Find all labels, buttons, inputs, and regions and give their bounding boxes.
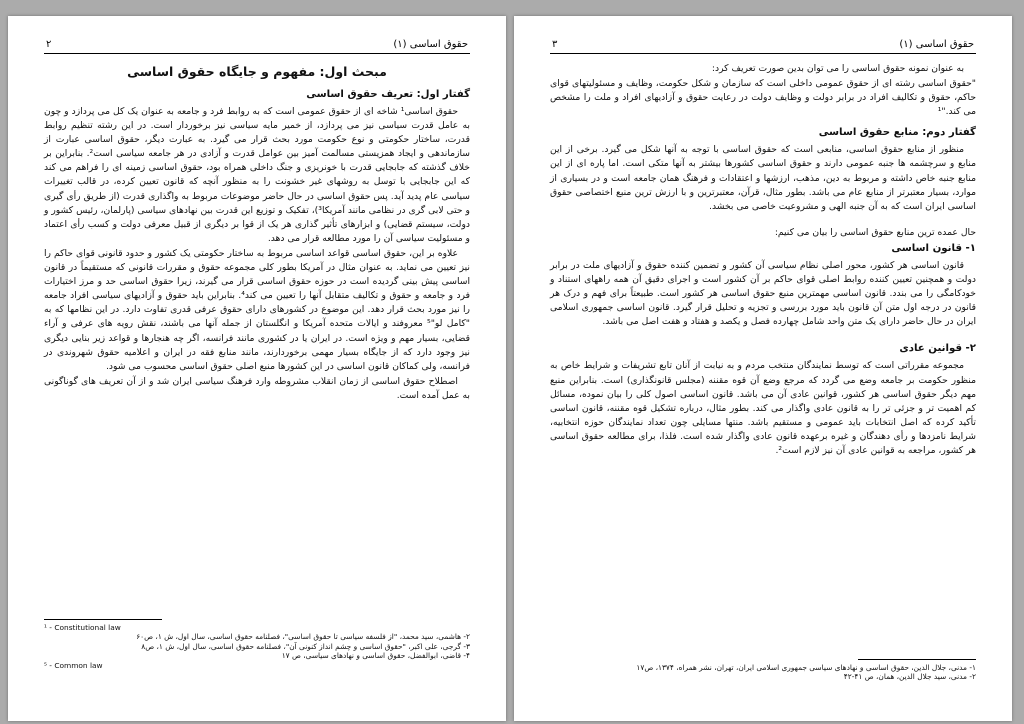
footnote: ¹ - Constitutional law: [44, 623, 121, 632]
footnote: ۲- هاشمی، سید محمد، "از فلسفه سیاسی تا حقوق اساسی"، فصلنامه حقوق اساسی، سال اول، ش ۱، ص۶۰: [136, 632, 470, 642]
running-title: حقوق اساسی (۱): [899, 39, 974, 50]
page-header: [44, 38, 470, 54]
list-intro: حال عمده ترین منابع حقوق اساسی را بیان می کنیم:: [774, 226, 976, 238]
footnotes: [550, 659, 976, 682]
item-title: ۱- قانون اساسی: [891, 242, 976, 254]
document-page-3: [514, 16, 1012, 721]
intro-line: به عنوان نمونه حقوق اساسی را می توان بدین صورت تعریف کرد:: [711, 63, 964, 74]
footnote: ۲- مدنی، سید جلال الدین، همان، ص ۴۱-۴۲: [843, 672, 976, 682]
paragraph: مجموعه مقرراتی است که توسط نمایندگان منتخب مردم و به نیابت از آنان تابع تشریفات و شرایط خاص به منظور حکومت بر جامعه وضع می گردد که مرجع وضع آن قوه مقننه (مجلس قانونگذاری) است. بنابراین منبع مهم دیگر حقوق اساسی هر کشور، قوانین عادی آن می باشد. قانون اساسی اصول کلی را بیان نموده، مسائل کم اهمیت تر و جزئی تر را به قانون عادی واگذار می کند. بطور مثال، درباره تشکیل قوه مقننه، قانون اساسی تأکید کرده که اصل انتخابات باید عمومی و مستقیم باشد. منتها مسایلی چون تعداد نمایندگان حوزه انتخابیه، شرایط نامزدها و رأی دهندگان و غیره برعهده قانون عادی واگذار شده است. فلذا، برای مطالعه حقوق اساسی هر کشور، مراجعه به قوانین عادی آن نیز لازم است².: [550, 360, 976, 456]
page-number: ۲: [46, 39, 52, 50]
paragraph: اصطلاح حقوق اساسی از زمان انقلاب مشروطه وارد فرهنگ سیاسی ایران شد و از آن تعریف های گوناگونی به عمل آمده است.: [44, 375, 470, 401]
paragraph: منظور از منابع حقوق اساسی، منابعی است که حقوق اساسی با توجه به آنها شکل می گیرد. برخی از این منابع و سرچشمه ها جنبه عمومی دارند و حقوق اساسی کشورها بیشتر به آنها متکی است. اما پاره ای از این منابع جنبه خاص داشته و مربوط به دین، مذهب، ارزشها و اعتقادات و فرهنگ همان جامعه است و در بسیاری از موارد، بسیار معتبرتر از منابع عام می باشد. بطور مثال، قرآن، معتبرترین و با ارزش ترین منبع اختصاصی حقوق اساسی ایران است که به آن جنبه الهی و مشروعیت خاصی می بخشد.: [550, 144, 976, 212]
page-body: [44, 62, 470, 404]
footnote: ۴- قاضی، ابوالفضل، حقوق اساسی و نهادهای سیاسی، ص ۱۷: [281, 651, 470, 661]
footnote: ⁵ - Common law: [44, 660, 103, 670]
running-title: حقوق اساسی (۱): [393, 39, 468, 50]
subsection-title: گفتار دوم: منابع حقوق اساسی: [818, 127, 976, 139]
footnote-divider: [858, 659, 976, 660]
page-body: [550, 62, 976, 459]
footnote: ۱- مدنی، جلال الدین، حقوق اساسی و نهادهای سیاسی جمهوری اسلامی ایران، تهران، نشر همراه، ۱۳۷۴، ص۱۷: [636, 663, 976, 672]
definition-quote: "حقوق اساسی رشته ای از حقوق عمومی داخلی است که سازمان و شکل حکومت، وظایف و مسئولیتهای قوای حاکم، حقوق و تکالیف افراد در برابر دولت و وظایف دولت در رعایت حقوق و آزادیهای افراد و ملت را مشخص می کند."¹: [550, 78, 976, 118]
page-number: ۳: [552, 39, 558, 50]
footnote: ۳- گرجی، علی اکبر، "حقوق اساسی و چشم انداز کنونی آن"، فصلنامه حقوق اساسی، سال اول، ش ۱، ص۸: [141, 641, 470, 651]
section-title: مبحث اول: مفهوم و جایگاه حقوق اساسی: [127, 64, 387, 79]
item-title: ۲- قوانین عادی: [899, 343, 976, 355]
footnote-divider: [44, 619, 162, 620]
paragraph: علاوه بر این، حقوق اساسی قواعد اساسی مربوط به ساختار حکومتی یک کشور و حدود قانونی قوای حاکم را نیز تعیین می نماید. به عنوان مثال در آمریکا بطور کلی مجموعه حقوق و مقررات قانونی که مستقیماً در قانون اساسی پیش بینی گردیده است در حوزه حقوق اساسی قرار می گیرند، زیرا حقوق اساسی حد و مرز اختیارات فرد و جامعه و حقوق و تکالیف متقابل آنها را تعیین می کند⁴. بنابراین باید حقوق و آزادیهای سیاسی افراد جامعه را نیز مورد بحث قرار دهد. این موضوع در کشورهای دارای حقوق عرفی قدری تفاوت دارد. در این نظامها که به "کامل لو"⁵ معروفند و ایالات متحده آمریکا و انگلستان از جمله آنها می باشند، نقش رویه های عرفی و آراء قضایی، بسیار مهم و ویژه است. در ایران یا در کشوری مانند فرانسه، اگر چه هنجارها و قواعد زیر بنایی دیگری نیز وجود دارد که از جایگاه بسیار مهمی برخوردارند، مانند منابع فقه در ایران و اعلامیه حقوق شهروندی در فرانسه، ولی کماکان قانون اساسی در این کشورها منبع اصلی حقوق اساسی محسوب می شود.: [44, 247, 470, 372]
paragraph: قانون اساسی هر کشور، محور اصلی نظام سیاسی آن کشور و تضمین کننده حقوق و آزادیهای ملت در برابر دولت و همچنین تعیین کننده روابط اصلی قوای حاکم بر آن کشور است و اجرای دقیق آن همه راههای استناد و خودکامگی را می بندد. قانون اساسی مهمترین منبع حقوق اساسی هر کشور است. طبیعتاً برای فهم و درک هر قانون در درجه اول متن آن قانون باید مورد بررسی و تجزیه و تحلیل قرار گیرد. قانون اساسی جمهوری اسلامی ایران در حال حاضر دارای یک متن واحد شامل چهارده فصل و یکصد و هفتاد و هفت اصل می باشد.: [550, 259, 976, 328]
footnotes: [44, 619, 470, 670]
page-header: [550, 38, 976, 54]
subsection-title: گفتار اول: تعریف حقوق اساسی: [306, 89, 470, 100]
document-page-2: [8, 16, 506, 721]
paragraph: حقوق اساسی¹ شاخه ای از حقوق عمومی است که به روابط فرد و جامعه به عنوان یک کل می پردازد و چون به عامل قدرت سیاسی نیز می پردازد، از خمیر مایه سیاسی نیز برخوردار است. در این رشته تنظیم روابط قدرت، ساختار حکومتی و نوع حکومت مورد بحث قرار می گیرد. به عبارت دیگر، حقوق اساسی عبارت از سازماندهی و ایجاد همزیستی مسالمت آمیز بین عوامل قدرت و آزادی در هر جامعه سیاسی است². بنابراین بر خلاف گذشته که جابجایی قدرت با خونریزی و جنگ داخلی همراه بود، حقوق اساسی زمینه ای را فراهم می کند که این جابجایی با توسل به روشهای غیر خشونت را به منظور آنچه که قانون تعیین کرده، در قالب تغییرات سیاسی عام پدید آید. پس حقوق اساسی در حال حاضر موضوعات مربوط به واگذاری قدرت (از طریق رأی گیری و حتی لابی گری در نظامی مانند آمریکا³)، تفکیک و توزیع این قدرت بین نهادهای سیاسی (پارلمان، رئیس کشور و دولت، سیستم قضایی) و ابزارهای تأثیر گذاری هر یک از قوا بر دیگری از قبیل معرفی دولت و کسب رأی اعتماد و مسئولیت سیاسی آن را مورد مطالعه قرار می دهد.: [44, 106, 470, 244]
